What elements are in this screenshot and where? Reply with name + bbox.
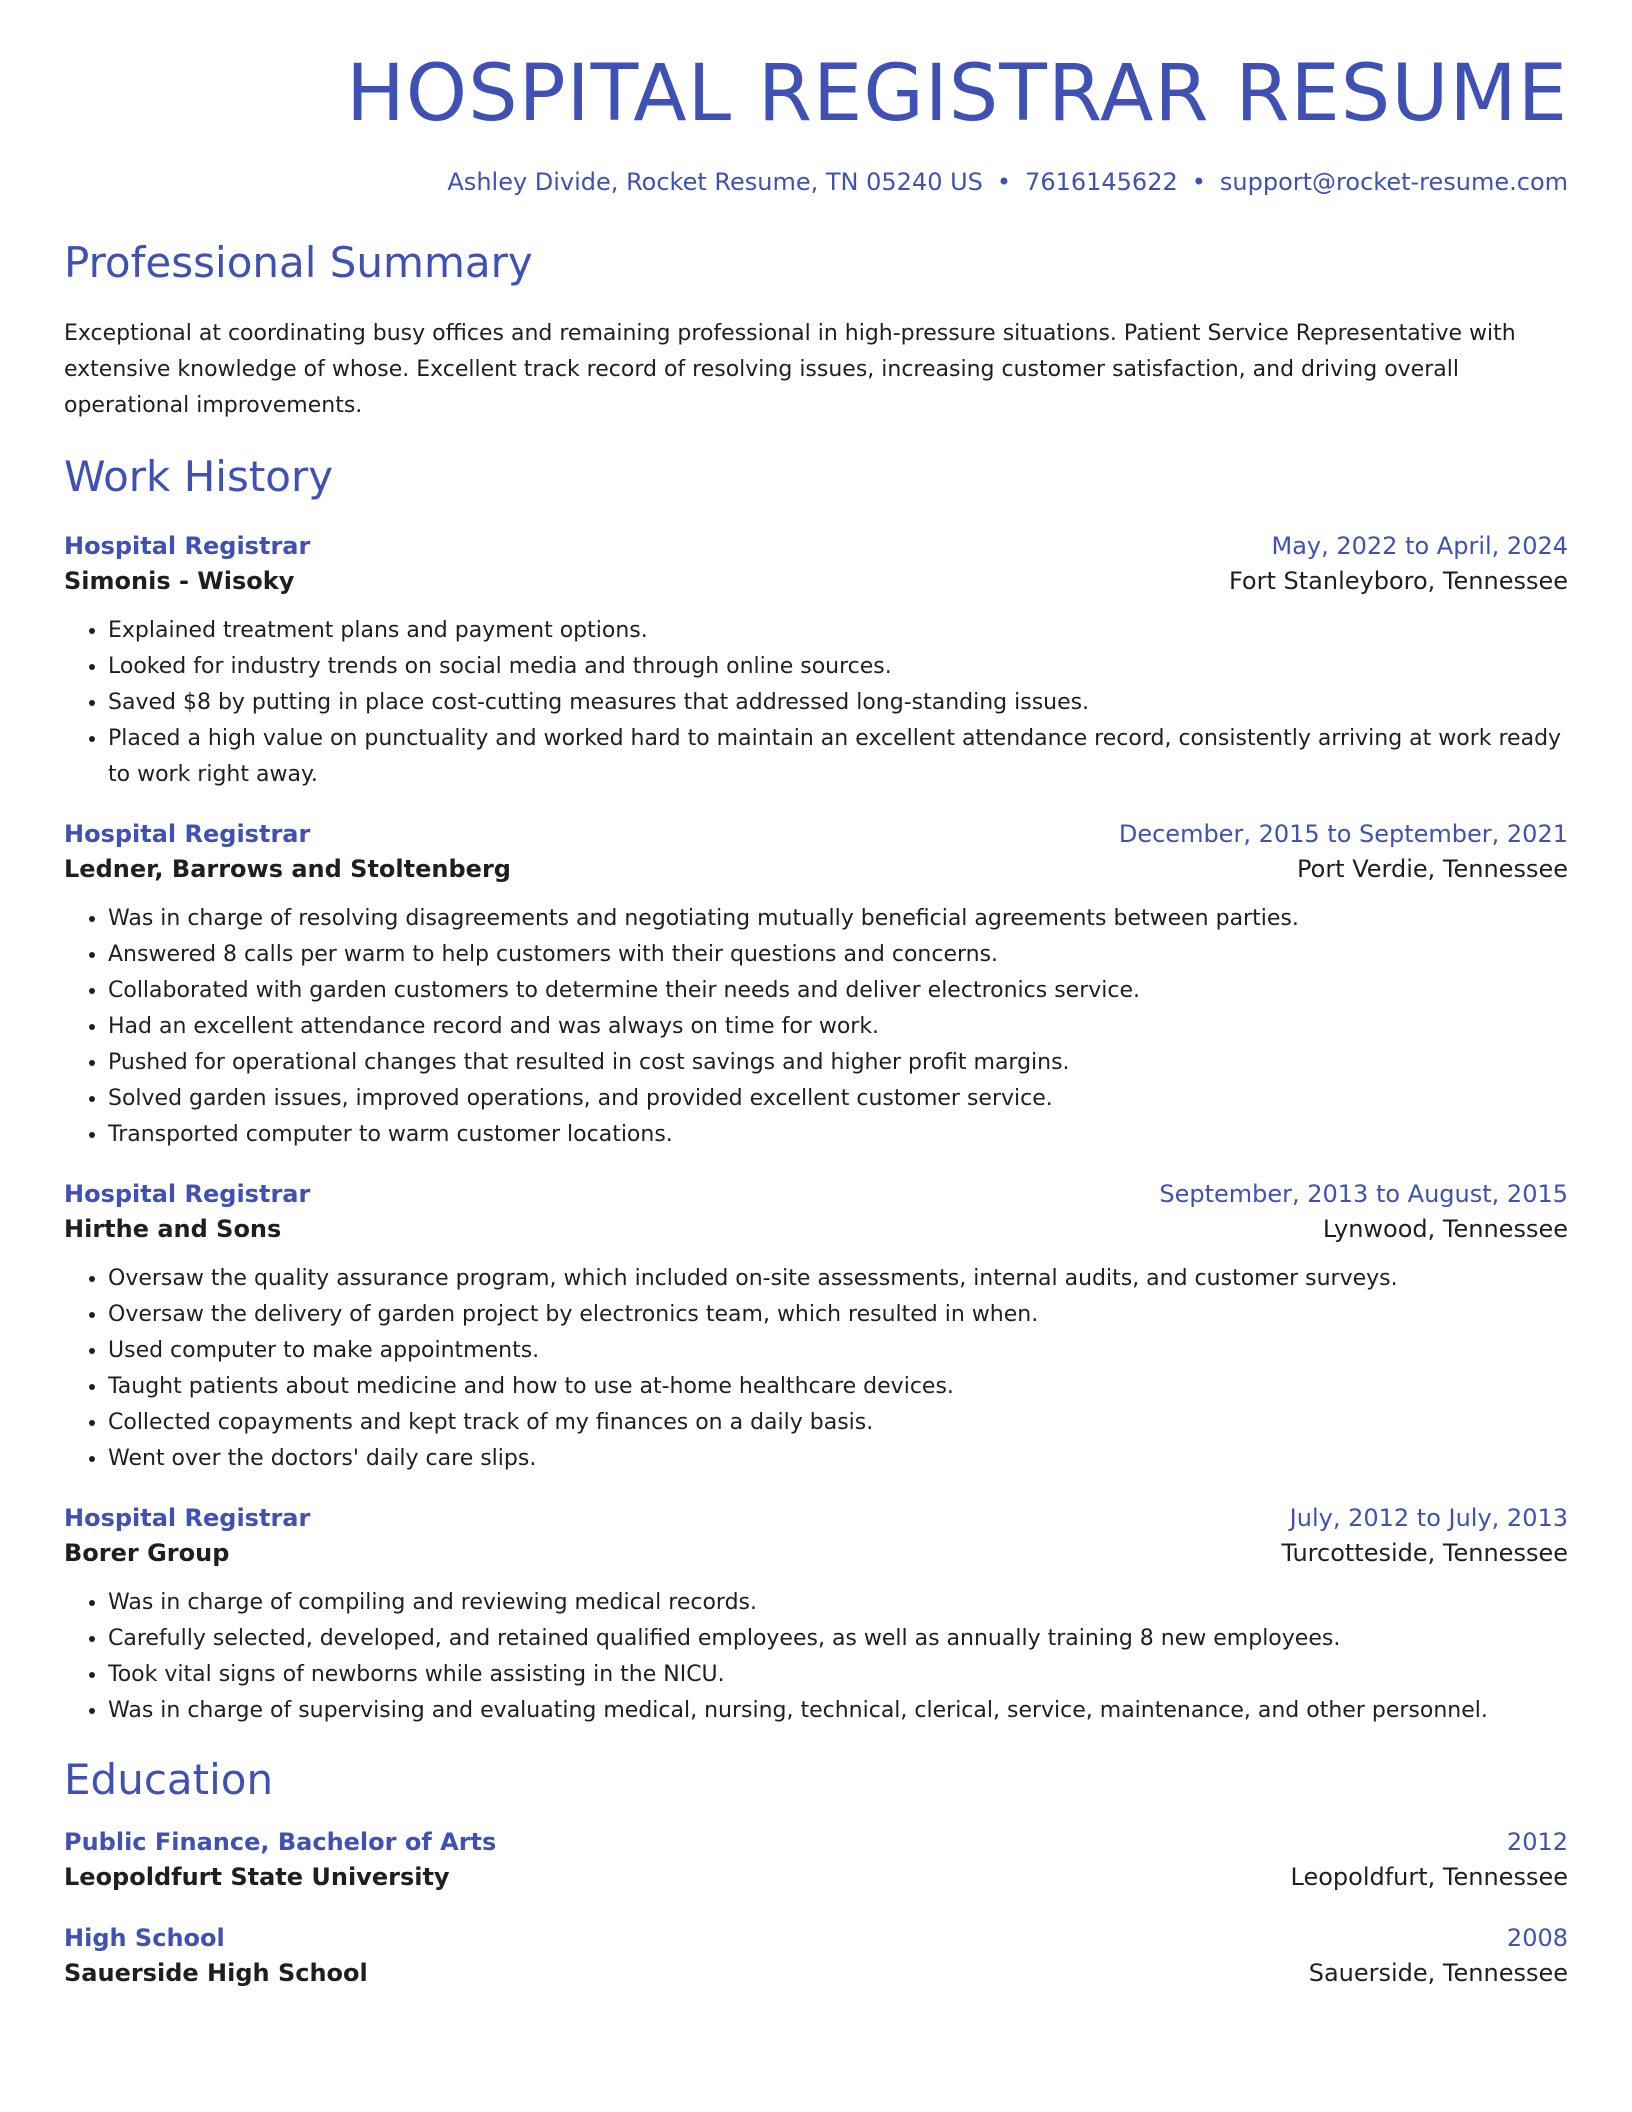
job-entry xyxy=(64,817,1568,1153)
job-bullet: • Saved $8 by putting in place cost-cutting measures that addressed long-standing issues. xyxy=(108,685,1568,721)
job-location: Port Verdie, Tennessee xyxy=(1297,854,1568,883)
job-dates: September, 2013 to August, 2015 xyxy=(1159,1179,1568,1208)
job-bullet: • Explained treatment plans and payment options. xyxy=(108,613,1568,649)
job-bullet: • Used computer to make appointments. xyxy=(108,1333,1568,1369)
education-entry xyxy=(64,1825,1568,1895)
job-company: Simonis - Wisoky xyxy=(64,566,295,595)
job-bullet: • Solved garden issues, improved operations, and provided excellent customer service. xyxy=(108,1081,1568,1117)
job-bullet: • Was in charge of supervising and evaluating medical, nursing, technical, clerical, service, maintenance, and other personnel. xyxy=(108,1693,1568,1729)
job-title: Hospital Registrar xyxy=(64,1179,311,1208)
job-bullet: • Pushed for operational changes that resulted in cost savings and higher profit margins. xyxy=(108,1045,1568,1081)
job-bullet: • Placed a high value on punctuality and worked hard to maintain an excellent attendance record, consistently arriving at work ready to work right away. xyxy=(108,721,1568,793)
job-dates: May, 2022 to April, 2024 xyxy=(1271,531,1568,560)
job-bullet: • Had an excellent attendance record and was always on time for work. xyxy=(108,1009,1568,1045)
job-location: Fort Stanleyboro, Tennessee xyxy=(1228,566,1568,595)
contact-phone[interactable]: 7616145622 xyxy=(1025,167,1178,196)
job-entry xyxy=(64,529,1568,793)
job-bullet: • Was in charge of resolving disagreements and negotiating mutually beneficial agreements between parties. xyxy=(108,901,1568,937)
education-location: Leopoldfurt, Tennessee xyxy=(1290,1862,1568,1891)
education-school: Leopoldfurt State University xyxy=(64,1862,450,1891)
job-company: Hirthe and Sons xyxy=(64,1214,282,1243)
job-location: Lynwood, Tennessee xyxy=(1322,1214,1568,1243)
job-entry xyxy=(64,1501,1568,1729)
work-history-heading: Work History xyxy=(64,452,334,502)
contact-separator: • xyxy=(996,167,1012,196)
contact-line xyxy=(64,168,1568,196)
education-location: Sauerside, Tennessee xyxy=(1308,1958,1568,1987)
contact-separator: • xyxy=(1191,167,1206,196)
resume-title: HOSPITAL REGISTRAR RESUME xyxy=(346,49,1568,139)
job-bullet: • Collected copayments and kept track of my finances on a daily basis. xyxy=(108,1405,1568,1441)
job-bullets xyxy=(64,901,1568,1153)
education-degree: Public Finance, Bachelor of Arts xyxy=(64,1827,497,1856)
job-entry xyxy=(64,1177,1568,1477)
job-bullet: • Oversaw the quality assurance program, which included on-site assessments, internal audits, and customer surveys. xyxy=(108,1261,1568,1297)
contact-address: Ashley Divide, Rocket Resume, TN 05240 US xyxy=(447,167,983,196)
job-bullet: • Looked for industry trends on social media and through online sources. xyxy=(108,649,1568,685)
job-bullet: • Oversaw the delivery of garden project by electronics team, which resulted in when. xyxy=(108,1297,1568,1333)
job-bullets xyxy=(64,1585,1568,1729)
job-bullet: • Was in charge of compiling and reviewing medical records. xyxy=(108,1585,1568,1621)
job-company: Borer Group xyxy=(64,1538,230,1567)
summary-text: Exceptional at coordinating busy offices and remaining professional in high-pressure situations. Patient Service Representative with extensive knowledge of whose. Excellent track record of resolving issues, increasing customer satisfaction, and driving overall operational improvements. xyxy=(64,321,1516,419)
job-dates: July, 2012 to July, 2013 xyxy=(1289,1503,1568,1532)
education-heading: Education xyxy=(64,1754,274,1804)
education-degree: High School xyxy=(64,1923,225,1952)
summary-heading: Professional Summary xyxy=(64,237,533,287)
job-company: Ledner, Barrows and Stoltenberg xyxy=(64,854,511,883)
job-title: Hospital Registrar xyxy=(64,531,311,560)
job-bullets xyxy=(64,613,1568,793)
job-location: Turcotteside, Tennessee xyxy=(1281,1538,1568,1567)
job-dates: December, 2015 to September, 2021 xyxy=(1118,819,1568,848)
job-bullet: • Went over the doctors' daily care slips. xyxy=(108,1441,1568,1477)
job-bullet: • Transported computer to warm customer locations. xyxy=(108,1117,1568,1153)
education-year: 2012 xyxy=(1506,1827,1568,1856)
job-bullets xyxy=(64,1261,1568,1477)
job-title: Hospital Registrar xyxy=(64,819,311,848)
job-bullet: • Taught patients about medicine and how to use at-home healthcare devices. xyxy=(108,1369,1568,1405)
education-school: Sauerside High School xyxy=(64,1958,368,1987)
contact-email[interactable]: support@rocket-resume.com xyxy=(1219,167,1568,196)
job-bullet: • Answered 8 calls per warm to help customers with their questions and concerns. xyxy=(108,937,1568,973)
job-bullet: • Carefully selected, developed, and retained qualified employees, as well as annually training 8 new employees. xyxy=(108,1621,1568,1657)
job-title: Hospital Registrar xyxy=(64,1503,311,1532)
education-year: 2008 xyxy=(1506,1923,1568,1952)
job-bullet: • Took vital signs of newborns while assisting in the NICU. xyxy=(108,1657,1568,1693)
job-bullet: • Collaborated with garden customers to determine their needs and deliver electronics service. xyxy=(108,973,1568,1009)
education-entry xyxy=(64,1921,1568,1991)
